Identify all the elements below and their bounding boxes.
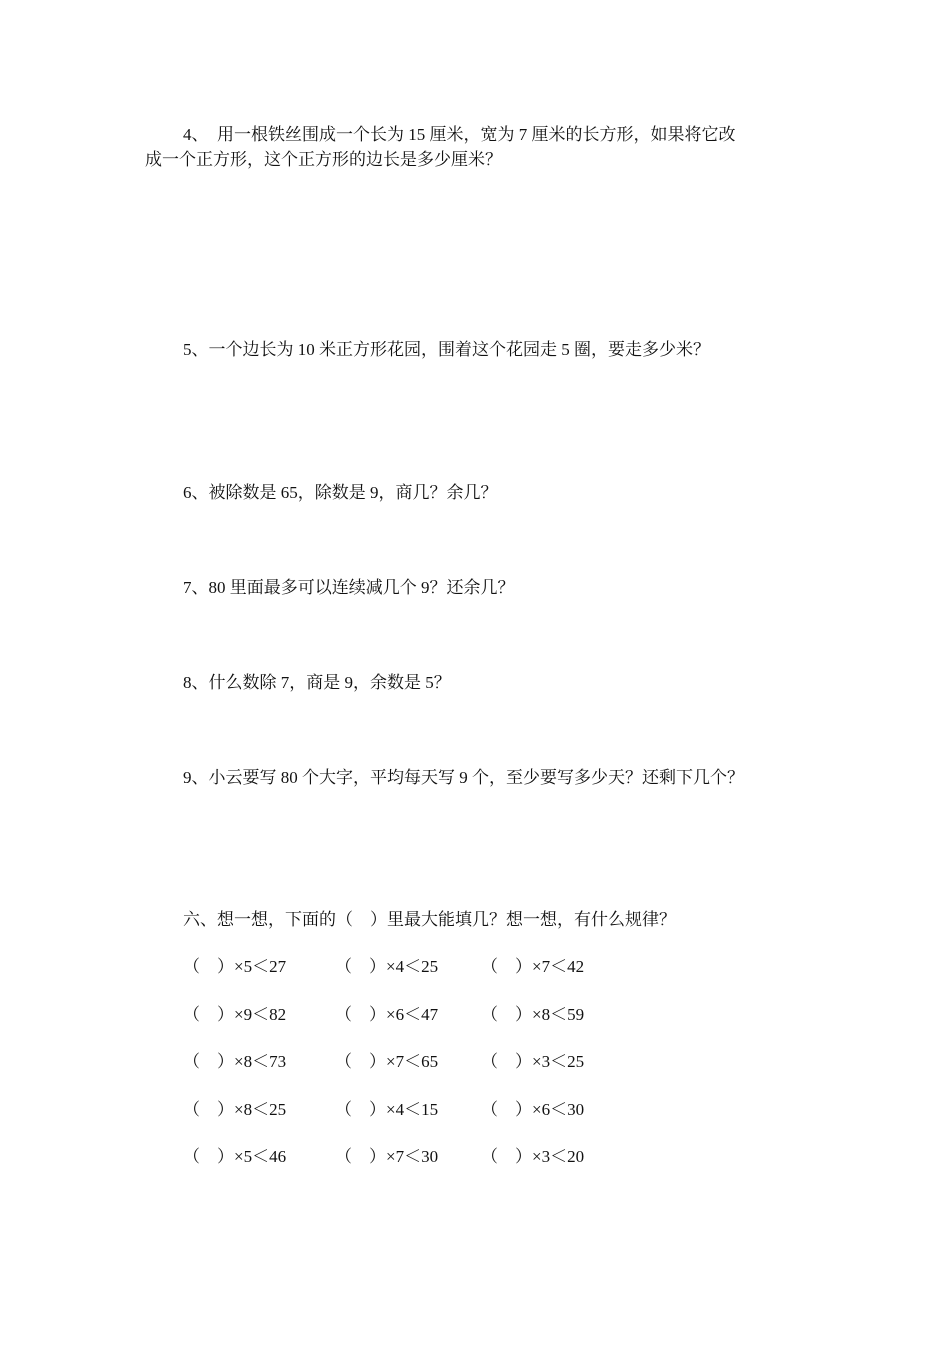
- grid-row: [183, 1098, 683, 1146]
- inequality-item: （ ）×5＜46: [183, 1147, 287, 1166]
- section-6-title: 六、想一想，下面的（ ）里最大能填几？想一想，有什么规律？: [183, 910, 676, 929]
- inequality-item: （ ）×8＜25: [183, 1099, 287, 1119]
- question-5: 5、一个边长为 10 米正方形花园，围着这个花园走 5 圈，要走多少米？: [183, 340, 710, 359]
- inequality-item: （ ）×4＜15: [335, 1099, 439, 1119]
- grid-row: [183, 955, 683, 1003]
- inequality-item: （ ）×8＜73: [183, 1052, 287, 1071]
- inequality-item: （ ）×7＜42: [481, 957, 585, 976]
- inequality-item: （ ）×8＜59: [481, 1004, 585, 1024]
- inequality-item: （ ）×7＜30: [335, 1147, 439, 1166]
- inequality-item: （ ）×4＜25: [335, 957, 439, 976]
- grid-row: [183, 1145, 683, 1193]
- question-7: 7、80 里面最多可以连续减几个 9？还余几？: [183, 578, 515, 597]
- question-8: 8、什么数除 7，商是 9，余数是 5？: [183, 673, 451, 692]
- grid-row: [183, 1003, 683, 1051]
- inequality-item: （ ）×9＜82: [183, 1004, 287, 1024]
- inequality-item: （ ）×6＜47: [335, 1004, 439, 1024]
- inequality-item: （ ）×3＜25: [481, 1052, 585, 1071]
- question-4-line-1: 4、 用一根铁丝围成一个长为 15 厘米，宽为 7 厘米的长方形，如果将它改: [183, 125, 736, 144]
- question-6: 6、被除数是 65，除数是 9，商几？余几？: [183, 483, 498, 502]
- inequality-item: （ ）×7＜65: [335, 1052, 439, 1071]
- question-9: 9、小云要写 80 个大字，平均每天写 9 个，至少要写多少天？还剩下几个？: [183, 768, 744, 787]
- inequality-grid: [183, 955, 683, 1193]
- inequality-item: （ ）×5＜27: [183, 957, 287, 976]
- inequality-item: （ ）×6＜30: [481, 1099, 585, 1119]
- question-4-line-2: 成一个正方形，这个正方形的边长是多少厘米？: [145, 150, 502, 169]
- grid-row: [183, 1050, 683, 1098]
- inequality-item: （ ）×3＜20: [481, 1147, 585, 1166]
